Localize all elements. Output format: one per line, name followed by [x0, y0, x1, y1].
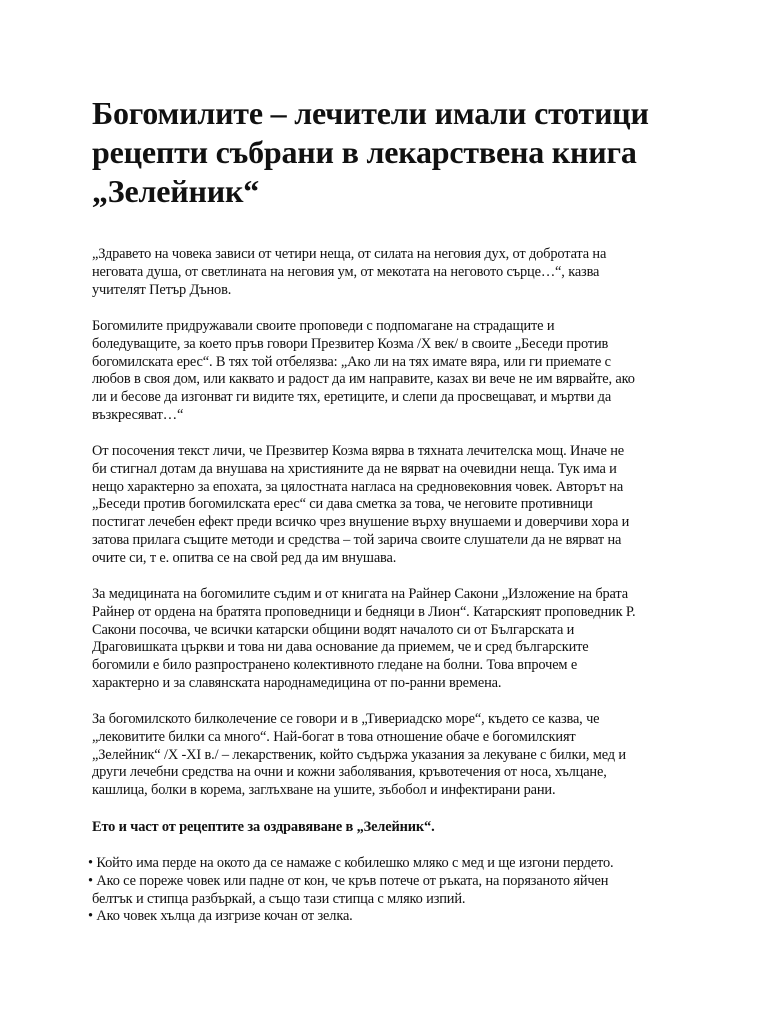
list-item: • Ако човек хълца да изгризе кочан от зелка. — [88, 908, 353, 925]
text-line: Драговишката църкви и това ни дава основание да приемем, че и сред българските — [92, 639, 589, 656]
article-title — [92, 94, 692, 211]
recipes-heading — [92, 819, 692, 837]
text-line: любов в своя дом, или каквато и радост да им направите, казах ви вече не им вярвайте, ако — [92, 371, 635, 388]
text-line: Богомилите придружавали своите проповеди с подпомагане на страдащите и — [92, 318, 555, 334]
text-line: затова прилага същите методи и средства – той зарича своите слушатели да не вярват на — [92, 531, 622, 548]
text-line: От посочения текст личи, че Презвитер Козма вярва в тяхната лечителска мощ. Иначе не — [92, 443, 624, 459]
text-line: би стигнал дотам да внушава на християните да не вярват на очевидни неща. Тук има и — [92, 460, 617, 477]
text-line: нещо характерно за епохата, за цялостната нагласа на средновековния човек. Авторът на — [92, 478, 624, 495]
text-line: други лечебни средства на очни и кожни заболявания, кръвотечения от носа, хълцане, — [92, 764, 607, 781]
text-line: учителят Петър Дънов. — [92, 281, 232, 298]
paragraph-sacconi — [92, 586, 692, 693]
text-line: „Зелейник“ /Х -ХI в./ – лекарственик, който съдържа указания за лекуване с билки, мед и — [92, 746, 626, 763]
text-line: богомилската ерес“. В тях той отбелязва: „Ако ли на тях имате вяра, или ги приемате с — [92, 353, 611, 370]
text-line: неговата душа, от светлината на неговия ум, от мекотата на неговото сърце…“, казва — [92, 263, 600, 280]
text-line: постигат лечебен ефект преди всичко чрез внушение върху внушаеми и доверчиви хора и — [92, 514, 630, 531]
text-line: боледуващите, за което пръв говори Презвитер Козма /Х век/ в своите „Беседи против — [92, 335, 609, 352]
text-line: За медицината на богомилите съдим и от книгата на Райнер Сакони „Изложение на брата — [92, 586, 628, 602]
list-item: • Който има перде на окото да се намаже с кобилешко мляко с мед и ще изгони пердето. — [88, 855, 614, 871]
paragraph-dunov-quote — [92, 246, 692, 299]
paragraph-healing-power — [92, 443, 692, 568]
paragraph-herbal-healing — [92, 711, 692, 800]
list-item: белтък и стипца разбъркай, а също тази стипца с мляко изпий. — [92, 890, 466, 907]
text-line: Райнер от ордена на братята проповедници и бедняци в Лион“. Катарският проповедник Р. — [92, 603, 636, 620]
title-line: Богомилите – лечители имали стотици — [92, 95, 649, 131]
text-line: За богомилското билколечение се говори и в „Тивериадско море“, където се казва, че — [92, 711, 600, 727]
list-item: • Ако се пореже човек или падне от кон, че кръв потече от ръката, на порязаното яйчен — [88, 872, 609, 889]
text-line: богомили е било разпространено колективното гледане на болни. Това впрочем е — [92, 657, 578, 674]
text-line: „лековитите билки са много“. Най-богат в това отношение обаче е богомилският — [92, 728, 576, 745]
text-line: очите си, т е. опитва се на свой ред да им внушава. — [92, 549, 397, 566]
text-line: „Беседи против богомилската ерес“ си дава сметка за това, че неговите противници — [92, 496, 593, 513]
recipes-heading-text: Ето и част от рецептите за оздравяване в „Зелейник“. — [92, 819, 435, 835]
text-line: характерно и за славянската народнамедицина от по-ранни времена. — [92, 674, 502, 691]
title-line: рецепти събрани в лекарствена книга — [92, 134, 637, 170]
text-line: кашлица, болки в корема, заглъхване на ушите, зъбобол и инфектирани рани. — [92, 782, 556, 799]
text-line: ли и бесове да изгонват ги видите тях, еретиците, и слепи да просвещават, и мъртви да — [92, 389, 612, 406]
title-line: „Зелейник“ — [92, 173, 260, 209]
recipes-list — [88, 855, 708, 926]
text-line: възкресяват…“ — [92, 406, 184, 423]
text-line: Сакони посочва, че всички катарски общини водят началото си от Българската и — [92, 621, 575, 638]
text-line: „Здравето на човека зависи от четири неща, от силата на неговия дух, от добротата на — [92, 246, 607, 262]
paragraph-kozma — [92, 318, 692, 425]
